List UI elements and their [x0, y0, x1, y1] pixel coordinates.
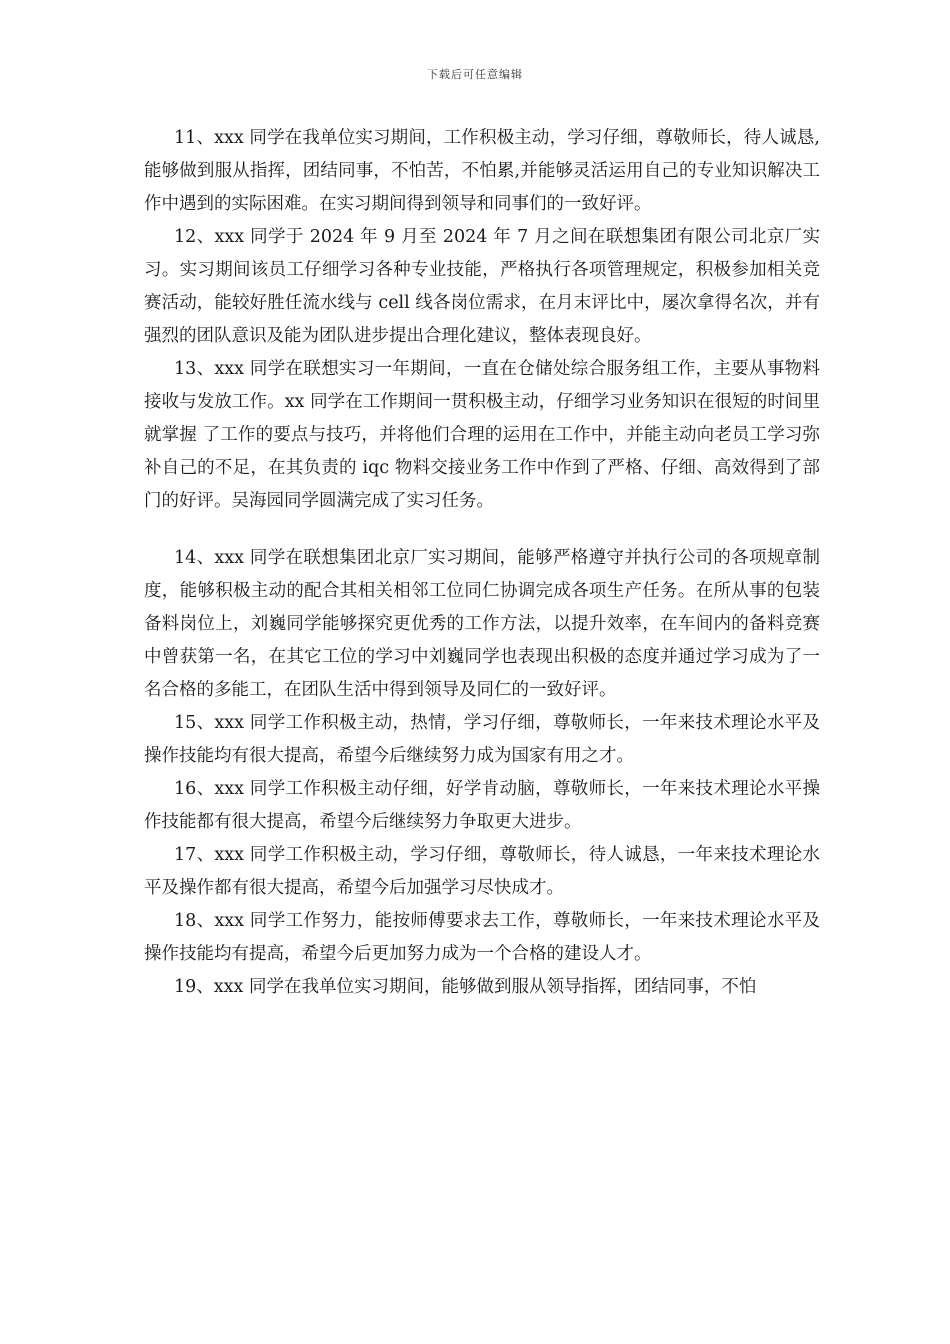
paragraph-17: 17、xxx 同学工作积极主动，学习仔细，尊敬师长，待人诚恳，一年来技术理论水平及操作都有很大提高，希望今后加强学习尽快成才。 [144, 845, 820, 898]
paragraph-14: 14、xxx 同学在联想集团北京厂实习期间，能够严格遵守并执行公司的各项规章制度，能够积极主动的配合其相关相邻工位同仁协调完成各项生产任务。在所从事的包装备料岗位上，刘巍同学能够探究更优秀的工作方法，以提升效率，在车间内的备料竞赛中曾获第一名，在其它工位的学习中刘巍同学也表现出积极的态度并通过学习成为了一名合格的多能工，在团队生活中得到领导及同仁的一致好评。 [144, 548, 820, 700]
paragraph-18: 18、xxx 同学工作努力，能按师傅要求去工作，尊敬师长，一年来技术理论水平及操作技能均有提高，希望今后更加努力成为一个合格的建设人才。 [144, 911, 820, 964]
paragraph-15: 15、xxx 同学工作积极主动，热情，学习仔细，尊敬师长，一年来技术理论水平及操作技能均有很大提高，希望今后继续努力成为国家有用之才。 [144, 713, 820, 766]
paragraph-16: 16、xxx 同学工作积极主动仔细，好学肯动脑，尊敬师长，一年来技术理论水平操作技能都有很大提高，希望今后继续努力争取更大进步。 [144, 779, 820, 832]
paragraph-11: 11、xxx 同学在我单位实习期间，工作积极主动，学习仔细，尊敬师长，待人诚恳,能够做到服从指挥，团结同事，不怕苦，不怕累,并能够灵活运用自己的专业知识解决工作中遇到的实际困难。在实习期间得到领导和同事们的一致好评。 [144, 128, 820, 214]
paragraph-12: 12、xxx 同学于 2024 年 9 月至 2024 年 7 月之间在联想集团有限公司北京厂实习。实习期间该员工仔细学习各种专业技能，严格执行各项管理规定，积极参加相关竞赛活动，能较好胜任流水线与 cell 线各岗位需求，在月末评比中，屡次拿得名次，并有强烈的团队意识及能为团队进步提出合理化建议，整体表现良好。 [144, 227, 820, 346]
paragraph-19: 19、xxx 同学在我单位实习期间，能够做到服从领导指挥，团结同事，不怕 [174, 977, 757, 997]
paragraph-13: 13、xxx 同学在联想实习一年期间，一直在仓储处综合服务组工作，主要从事物料接收与发放工作。xx 同学在工作期间一贯积极主动，仔细学习业务知识在很短的时间里就掌握 了工作的要点与技巧，并将他们合理的运用在工作中，并能主动向老员工学习弥补自己的不足，在其负责的 iqc 物料交接业务工作中作到了严格、仔细、高效得到了部门的好评。吴海园同学圆满完成了实习任务。 [144, 359, 820, 511]
document-body [144, 122, 820, 1004]
header-note: 下载后可任意编辑 [427, 68, 523, 81]
